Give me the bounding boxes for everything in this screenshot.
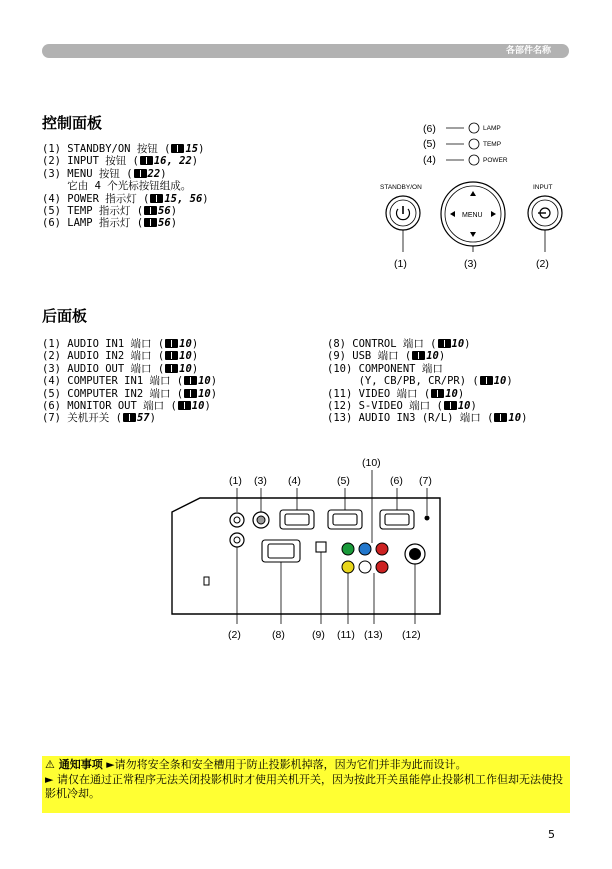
book-icon	[184, 376, 197, 385]
menu-button[interactable]	[441, 182, 505, 246]
list-item-suffix: )	[149, 412, 156, 425]
book-icon	[412, 351, 425, 360]
page-reference[interactable]: 10	[198, 375, 211, 388]
list-item-text: 它由 4 个光标按钮组成。	[42, 180, 192, 193]
warning-label: ⚠ 通知事项	[45, 758, 103, 771]
list-item-suffix: )	[191, 350, 199, 363]
list-item-text: (6) MONITOR OUT 端口 (	[42, 400, 177, 413]
list-item	[327, 338, 527, 350]
page-reference[interactable]: 10	[198, 387, 211, 400]
book-icon	[144, 206, 157, 215]
standby-label: STANDBY/ON	[380, 184, 422, 191]
page-reference[interactable]: 56	[158, 205, 171, 218]
callout-1: (1)	[394, 258, 407, 270]
callout-2-bottom: (2)	[228, 629, 241, 641]
page-reference[interactable]: 10	[493, 375, 507, 388]
list-item-text: (4) POWER 指示灯 (	[42, 192, 150, 205]
list-item	[42, 193, 209, 205]
s-video-port[interactable]	[405, 544, 425, 564]
header-bar	[42, 44, 569, 58]
list-item-suffix: )	[160, 167, 167, 180]
input-label: INPUT	[533, 184, 553, 191]
list-item-suffix: )	[521, 412, 528, 425]
list-item	[42, 168, 209, 180]
callout-5-top: (5)	[337, 475, 350, 487]
list-item-suffix: )	[470, 400, 477, 413]
temp-indicator	[469, 139, 479, 149]
page-reference[interactable]: 16, 22	[153, 155, 192, 168]
list-item-text: (5) TEMP 指示灯 (	[42, 205, 144, 218]
list-item	[42, 217, 209, 229]
list-item-text: (6) LAMP 指示灯 (	[42, 217, 144, 230]
lamp-label: LAMP	[483, 125, 501, 132]
book-icon	[171, 144, 184, 153]
list-item-suffix: )	[191, 155, 199, 168]
list-item-text: (3) AUDIO OUT 端口 (	[42, 362, 165, 375]
callout-2: (2)	[536, 258, 549, 270]
book-icon	[184, 389, 197, 398]
book-icon	[165, 364, 178, 373]
list-item-text: (2) AUDIO IN2 端口 (	[42, 350, 165, 363]
list-item-text: (11) VIDEO 端口 (	[327, 387, 431, 400]
list-item-text: (7) 关机开关 (	[42, 412, 122, 425]
warning-text-2: ► 请仅在通过正常程序无法关闭投影机时才使用关机开关，因为按此开关虽能停止投影机工作但却无法使投影机冷却。	[45, 772, 563, 800]
book-icon	[144, 218, 157, 227]
callout-7-top: (7)	[419, 475, 432, 487]
list-item-suffix: )	[191, 362, 199, 375]
page-reference[interactable]: 10	[451, 338, 465, 350]
page-reference[interactable]: 10	[426, 350, 439, 363]
list-item-text: (2) INPUT 按钮 (	[42, 155, 139, 168]
callout-12-bottom: (12)	[402, 629, 421, 641]
page-reference[interactable]: 10	[179, 362, 192, 375]
list-item-suffix: )	[170, 217, 178, 230]
list-item	[327, 388, 527, 400]
list-item	[42, 155, 209, 167]
callout-4-top: (4)	[288, 475, 301, 487]
page-reference[interactable]: 56	[158, 217, 171, 230]
list-item-text: (13) AUDIO IN3 (R/L) 端口 (	[327, 412, 494, 425]
callout-1-top: (1)	[229, 475, 242, 487]
list-item	[327, 350, 527, 362]
list-item	[327, 375, 527, 387]
rear-panel-diagram	[160, 452, 460, 644]
indicator-6-label: (6)	[423, 123, 436, 135]
list-item	[42, 375, 217, 387]
list-item-suffix: )	[204, 400, 211, 413]
indicator-5-label: (5)	[423, 138, 436, 150]
list-item-text: (1) STANDBY/ON 按钮 (	[42, 143, 171, 155]
list-item-suffix: )	[210, 387, 218, 400]
page-reference[interactable]: 10	[445, 387, 458, 400]
list-item-text: (Y, CB/PB, CR/PR) (	[327, 375, 479, 388]
list-item	[42, 205, 209, 217]
power-indicator	[469, 155, 479, 165]
book-icon	[178, 401, 191, 410]
rear-panel-heading: 后面板	[42, 307, 88, 325]
video-port[interactable]	[342, 561, 354, 573]
usb-port[interactable]	[316, 542, 326, 552]
page-reference[interactable]: 10	[191, 400, 205, 413]
list-item	[327, 400, 527, 412]
book-icon	[123, 413, 136, 422]
page-number: 5	[548, 828, 555, 841]
computer-in2-port[interactable]	[328, 510, 362, 529]
list-item-suffix: )	[198, 143, 205, 155]
callout-10-top: (10)	[362, 457, 381, 469]
list-item	[42, 363, 217, 375]
list-item	[42, 180, 209, 192]
list-item-text: (4) COMPUTER IN1 端口 (	[42, 375, 184, 388]
control-port[interactable]	[262, 540, 300, 562]
list-item-text: (9) USB 端口 (	[327, 350, 412, 363]
monitor-out-port[interactable]	[380, 510, 414, 529]
rear-panel-left-list	[42, 338, 217, 425]
shutdown-switch[interactable]	[425, 516, 430, 521]
list-item	[42, 388, 217, 400]
standby-button[interactable]	[386, 196, 420, 230]
page-reference[interactable]: 10	[179, 338, 192, 350]
input-button[interactable]	[528, 196, 562, 230]
lamp-indicator	[469, 123, 479, 133]
book-icon	[140, 156, 153, 165]
book-icon	[438, 339, 451, 348]
list-item-text: (8) CONTROL 端口 (	[327, 338, 437, 350]
page-reference[interactable]: 22	[147, 167, 161, 180]
book-icon	[150, 194, 163, 203]
list-item-suffix: )	[202, 192, 209, 205]
book-icon	[444, 401, 457, 410]
list-item	[327, 363, 527, 375]
control-panel-heading: 控制面板	[42, 114, 103, 132]
warning-line-1	[45, 758, 567, 773]
callout-8-bottom: (8)	[272, 629, 285, 641]
list-item-suffix: )	[170, 205, 178, 218]
temp-label: TEMP	[483, 141, 502, 148]
callout-3: (3)	[464, 258, 477, 270]
book-icon	[431, 389, 444, 398]
book-icon	[165, 339, 178, 348]
rear-panel-right-list	[327, 338, 527, 425]
list-item	[42, 350, 217, 362]
list-item-suffix: )	[506, 375, 513, 388]
warning-text-1: ►请勿将安全条和安全槽用于防止投影机掉落，因为它们并非为此而设计。	[102, 758, 467, 771]
book-icon	[134, 169, 147, 178]
page-reference[interactable]: 10	[457, 400, 471, 413]
list-item-suffix: )	[438, 350, 446, 363]
power-label: POWER	[483, 157, 508, 164]
menu-label: MENU	[462, 212, 483, 219]
list-item-suffix: )	[191, 338, 199, 350]
list-item-suffix: )	[464, 338, 471, 350]
page-reference[interactable]: 10	[508, 412, 522, 425]
callout-3-top: (3)	[254, 475, 267, 487]
list-item	[42, 412, 217, 424]
header-title: 各部件名称	[505, 46, 551, 56]
list-item-suffix: )	[457, 387, 465, 400]
list-item	[42, 338, 217, 350]
page-reference[interactable]: 15	[185, 143, 199, 155]
control-panel-diagram	[370, 115, 570, 275]
book-icon	[480, 376, 493, 385]
callout-13-bottom: (13)	[364, 629, 383, 641]
list-item-text: (1) AUDIO IN1 端口 (	[42, 338, 165, 350]
audio-in3-r-port[interactable]	[376, 561, 388, 573]
audio-in3-l-port[interactable]	[359, 561, 371, 573]
callout-11-bottom: (11)	[337, 629, 355, 641]
list-item-text: (5) COMPUTER IN2 端口 (	[42, 387, 184, 400]
callout-6-top: (6)	[390, 475, 403, 487]
list-item-suffix: )	[210, 375, 218, 388]
book-icon	[494, 413, 507, 422]
page-reference[interactable]: 15, 56	[164, 192, 203, 205]
control-panel-list	[42, 143, 209, 230]
component-ports[interactable]	[342, 543, 388, 555]
indicator-4-label: (4)	[423, 154, 436, 166]
list-item-text: (12) S-VIDEO 端口 (	[327, 400, 443, 413]
warning-box	[42, 756, 570, 813]
page-reference[interactable]: 57	[136, 412, 150, 425]
list-item	[42, 143, 209, 155]
list-item	[327, 412, 527, 424]
book-icon	[165, 351, 178, 360]
page-reference[interactable]: 10	[179, 350, 192, 363]
list-item-text: (10) COMPONENT 端口	[327, 362, 443, 375]
list-item	[42, 400, 217, 412]
list-item-text: (3) MENU 按钮 (	[42, 167, 133, 180]
callout-9-bottom: (9)	[312, 629, 325, 641]
computer-in1-port[interactable]	[280, 510, 314, 529]
